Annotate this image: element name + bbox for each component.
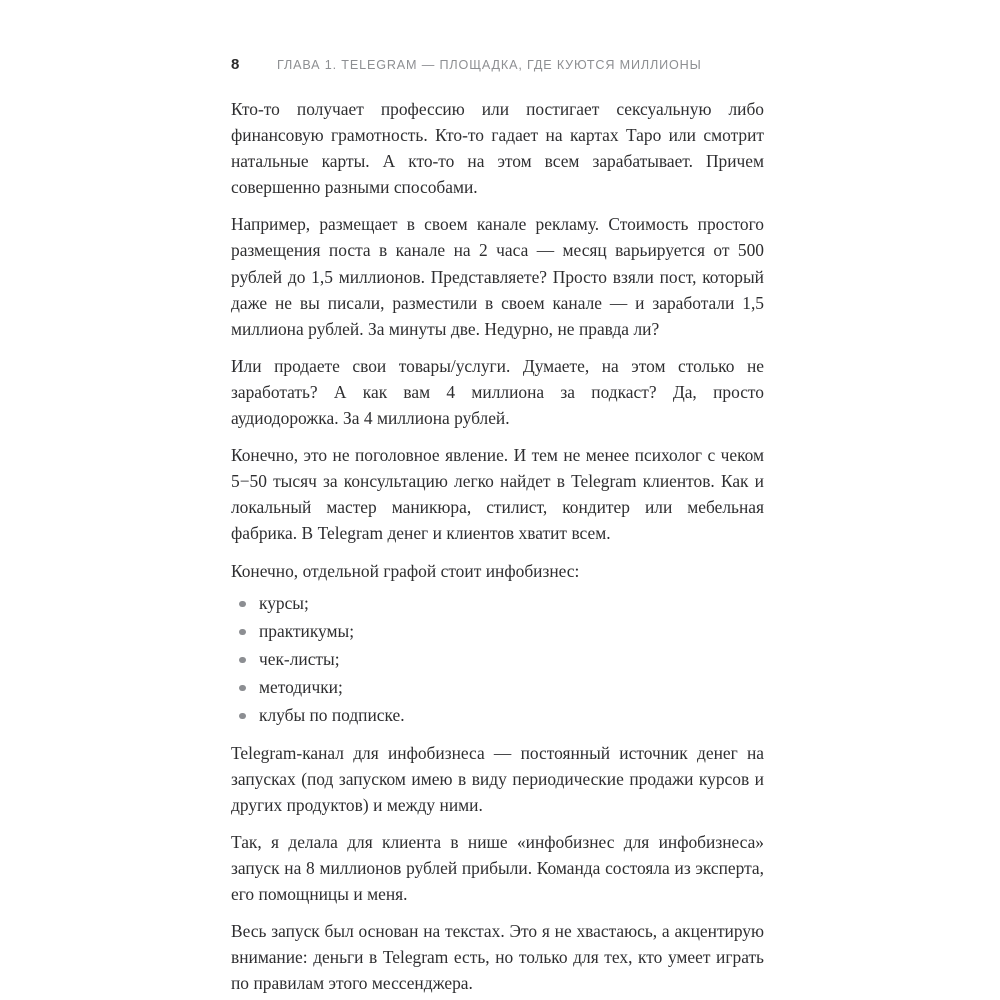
page-number: 8 [231, 56, 240, 73]
infobusiness-bullet-list [231, 589, 764, 729]
paragraph: Конечно, это не поголовное явление. И тем не менее психолог с чеком 5−50 тысяч за консультацию легко найдет в Telegram клиентов. Как и локальный мастер маникюра, стилист, кондитер или мебельная фабрика. В Telegram денег и клиентов хватит всем. [231, 445, 764, 544]
list-item-label: методички; [259, 676, 343, 697]
paragraph: Так, я делала для клиента в нише «инфобизнес для инфобизнеса» запуск на 8 миллионов рублей прибыли. Команда состояла из эксперта, его помощницы и меня. [231, 831, 764, 905]
paragraph: Или продаете свои товары/услуги. Думаете, на этом столько не заработать? А как вам 4 миллиона за подкаст? Да, просто аудиодорожка. За 4 миллиона рублей. [231, 355, 764, 429]
list-item-label: чек-листы; [259, 648, 340, 669]
running-head [231, 56, 771, 73]
list-item [231, 617, 764, 645]
list-item [231, 645, 764, 673]
list-item-label: клубы по подписке. [259, 704, 405, 725]
bullet-dot-icon [239, 685, 246, 692]
paragraph: Например, размещает в своем канале рекламу. Стоимость простого размещения поста в канале на 2 часа — месяц варьируется от 500 рублей до 1,5 миллионов. Представляете? Просто взяли пост, который даже не вы писали, разместили в своем канале — и заработали 1,5 миллиона рублей. За минуты две. Недурно, не правда ли? [231, 214, 764, 339]
list-item-label: практикумы; [259, 620, 355, 641]
chapter-running-title: ГЛАВА 1. TELEGRAM — ПЛОЩАДКА, ГДЕ КУЮТСЯ МИЛЛИОНЫ [277, 58, 702, 72]
text-column [231, 96, 764, 996]
bullet-dot-icon [239, 657, 246, 664]
bullet-dot-icon [239, 629, 246, 636]
list-item-label: курсы; [259, 592, 309, 613]
bullet-dot-icon [239, 601, 246, 608]
bullet-dot-icon [239, 713, 246, 720]
paragraph: Telegram-канал для инфобизнеса — постоянный источник денег на запусках (под запуском имею в виду периодические продажи курсов и других продуктов) и между ними. [231, 742, 764, 815]
paragraph: Кто-то получает профессию или постигает сексуальную либо финансовую грамотность. Кто-то гадает на картах Таро или смотрит натальные карты. А кто-то на этом всем зарабатывает. Причем совершенно разными способами. [231, 99, 764, 198]
list-item [231, 589, 764, 617]
paragraph: Весь запуск был основан на текстах. Это я не хвастаюсь, а акцентирую внимание: деньги в Telegram есть, но только для тех, кто умеет играть по правилам этого мессенджера. [231, 921, 764, 994]
list-item [231, 673, 764, 701]
list-item [231, 701, 764, 729]
list-lead-in-paragraph: Конечно, отдельной графой стоит инфобизнес: [231, 560, 580, 581]
